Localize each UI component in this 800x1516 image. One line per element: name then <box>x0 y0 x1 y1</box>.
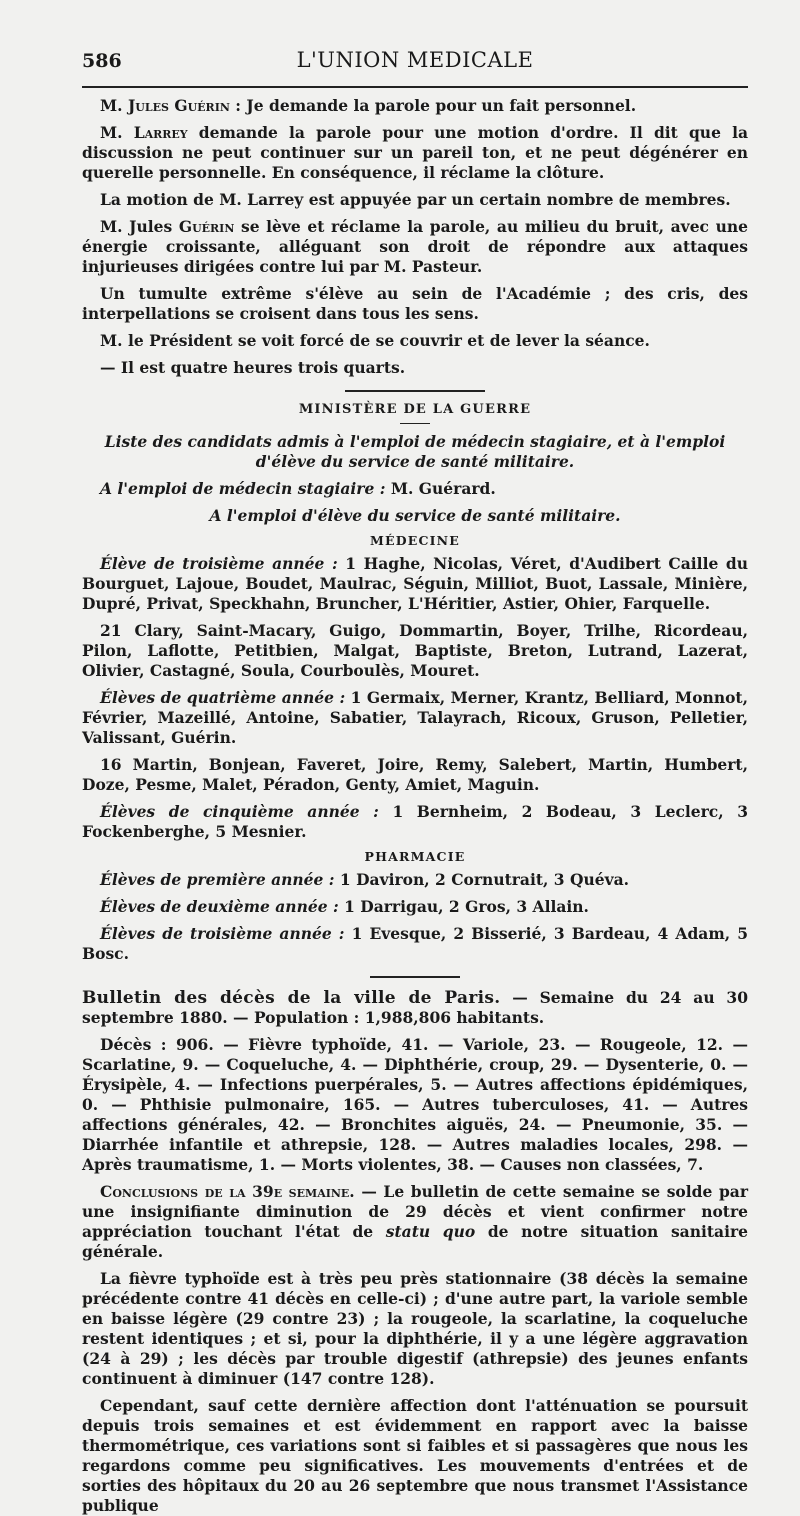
paragraph-troisieme-annee <box>82 554 748 614</box>
paragraph-text: de notre situation sanitaire générale. <box>82 1222 748 1261</box>
label-troisieme-annee: Élève de troisième année : <box>100 554 338 573</box>
section-divider <box>370 976 460 978</box>
paragraph-pharmacie-2 <box>82 897 748 917</box>
subhead-pharmacie: PHARMACIE <box>364 849 466 864</box>
paragraph-pharmacie-1 <box>82 870 748 890</box>
paragraph-motion-supported: La motion de M. Larrey est appuyée par un certain nombre de membres. <box>100 190 731 209</box>
bulletin-heading <box>82 988 748 1028</box>
label-stagiaire: A l'emploi de médecin stagiaire : <box>100 479 386 498</box>
running-title: L'UNION MEDICALE <box>296 48 534 72</box>
names-list: 1 Evesque, 2 Bisserié, 3 Bardeau, 4 Adam, 5 Bosc. <box>82 924 748 963</box>
names-list: 1 Haghe, Nicolas, Véret, d'Audibert Caille du Bourguet, Lajoue, Boudet, Maulrac, Séguin, Milliot, Buot, Lassale, Minière, Dupré, Privat, Speckhahn, Bruncher, L'Héritier, Astier, Ohier, Farquelle. <box>82 554 748 613</box>
paragraph-larrey-motion <box>82 123 748 183</box>
conclusions-label: Conclusions de la 39e semaine. <box>100 1182 355 1201</box>
page-header <box>82 44 748 80</box>
paragraph-pharmacie-3 <box>82 924 748 964</box>
subhead-medecine: MÉDECINE <box>369 533 461 548</box>
header-rule <box>82 86 748 88</box>
paragraph-guerin-rises <box>82 217 748 277</box>
list-title: Liste des candidats admis à l'emploi de médecin stagiaire, et à l'emploi d'élève du service de santé militaire. <box>104 432 726 471</box>
paragraph-text: se lève et réclame la parole, au milieu du bruit, avec une énergie croissante, alléguant son droit de répondre aux attaques injurieuses dirigées contre lui par M. Pasteur. <box>82 217 748 276</box>
paragraph-text: demande la parole pour une motion d'ordre. Il dit que la discussion ne peut continuer sur un pareil ton, et ne peut dégénérer en querelle personnelle. En conséquence, il réclame la clôture. <box>82 123 749 182</box>
paragraph-quatrieme-cont: 16 Martin, Bonjean, Faveret, Joire, Remy, Salebert, Martin, Humbert, Doze, Pesme, Malet, Péradon, Genty, Amiet, Maguin. <box>82 755 748 794</box>
paragraph-cependant: Cependant, sauf cette dernière affection dont l'atténuation se poursuit depuis trois semaines et est évidemment en rapport avec la baisse thermométrique, ces variations sont si faibles et si passagères que nous les regardons comme peu significatives. Les mouvements d'entrées et de sorties des hôpitaux du 20 au 26 septembre que nous transmet l'Assistance publique <box>82 1396 748 1515</box>
paragraph-troisieme-cont: 21 Clary, Saint-Macary, Guigo, Dommartin, Boyer, Trilhe, Ricordeau, Pilon, Laflotte, Petitbien, Malgat, Baptiste, Breton, Lutrand, Lazerat, Olivier, Castagné, Soula, Courboulès, Mouret. <box>82 621 748 680</box>
label-cinquieme-annee: Élèves de cinquième année : <box>100 802 379 821</box>
names-list: 1 Bernheim, 2 Bodeau, 3 Leclerc, 3 Fockenberghe, 5 Mesnier. <box>82 802 748 841</box>
bulletin-title-rest: — Semaine du 24 au 30 septembre 1880. — Population : 1,988,806 habitants. <box>82 988 748 1027</box>
label-deuxieme-annee: Élèves de deuxième année : <box>100 897 339 916</box>
paragraph-guerin-request <box>82 96 748 116</box>
section-divider-small <box>400 423 430 424</box>
paragraph-text: : Je demande la parole pour un fait personnel. <box>229 96 637 115</box>
paragraph-text: — Le bulletin de cette semaine se solde par une insignifiante diminution de 29 décès et vient confirmer notre appréciation touchant l'état de <box>82 1182 748 1241</box>
label-eleve-service: A l'emploi d'élève du service de santé militaire. <box>209 506 621 525</box>
speaker-name: M. Jules Guérin <box>100 96 230 115</box>
statu-quo: statu quo <box>385 1222 476 1241</box>
paragraph-conclusions <box>82 1182 748 1262</box>
paragraph-tumult: Un tumulte extrême s'élève au sein de l'Académie ; des cris, des interpellations se croisent dans tous les sens. <box>82 284 748 323</box>
paragraph-typhoide: La fièvre typhoïde est à très peu près stationnaire (38 décès la semaine précédente contre 41 décès en celle-ci) ; d'une autre part, la variole semble en baisse légère (29 contre 23) ; la rougeole, la scarlatine, la coqueluche restent identiques ; et si, pour la diphthérie, il y a une légère aggravation (24 à 29) ; les décès par trouble digestif (athrepsie) des jeunes enfants continuent à diminuer (147 contre 128). <box>82 1269 748 1388</box>
stagiaire-name: M. Guérard. <box>385 479 496 498</box>
section-divider <box>345 390 485 392</box>
page-number: 586 <box>82 50 122 72</box>
names-list: 1 Daviron, 2 Cornutrait, 3 Quéva. <box>334 870 630 889</box>
label-troisieme-annee-pharmacie: Élèves de troisième année : <box>100 924 345 943</box>
names-list: 1 Germaix, Merner, Krantz, Belliard, Monnot, Février, Mazeillé, Antoine, Sabatier, Talayrach, Ricoux, Gruson, Pelletier, Valissant, Guérin. <box>82 688 748 747</box>
paragraph-president: M. le Président se voit forcé de se couvrir et de lever la séance. <box>100 331 650 350</box>
label-quatrieme-annee: Élèves de quatrième année : <box>100 688 346 707</box>
paragraph-stagiaire <box>82 479 748 499</box>
paragraph-time: — Il est quatre heures trois quarts. <box>100 358 406 377</box>
names-list: 1 Darrigau, 2 Gros, 3 Allain. <box>338 897 589 916</box>
speaker-name: M. Larrey <box>100 123 188 142</box>
speaker-name: Guérin <box>178 217 235 236</box>
bulletin-title: Bulletin des décès de la ville de Paris. <box>82 988 501 1008</box>
speaker-prefix: M. Jules <box>100 217 179 236</box>
paragraph-deces: Décès : 906. — Fièvre typhoïde, 41. — Variole, 23. — Rougeole, 12. — Scarlatine, 9. — Coqueluche, 4. — Diphthérie, croup, 29. — Dysenterie, 0. — Érysipèle, 4. — Infections puerpérales, 5. — Autres affections épidémiques, 0. — Phthisie pulmonaire, 165. — Autres tuberculoses, 41. — Autres affections générales, 42. — Bronchites aiguës, 24. — Pneumonie, 35. — Diarrhée infantile et athrepsie, 128. — Autres maladies locales, 298. — Après traumatisme, 1. — Morts violentes, 38. — Causes non classées, 7. <box>82 1035 748 1174</box>
paragraph-cinquieme-annee <box>82 802 748 842</box>
label-premiere-annee: Élèves de première année : <box>100 870 335 889</box>
paragraph-quatrieme-annee <box>82 688 748 748</box>
section-title-ministere: MINISTÈRE DE LA GUERRE <box>298 402 532 417</box>
